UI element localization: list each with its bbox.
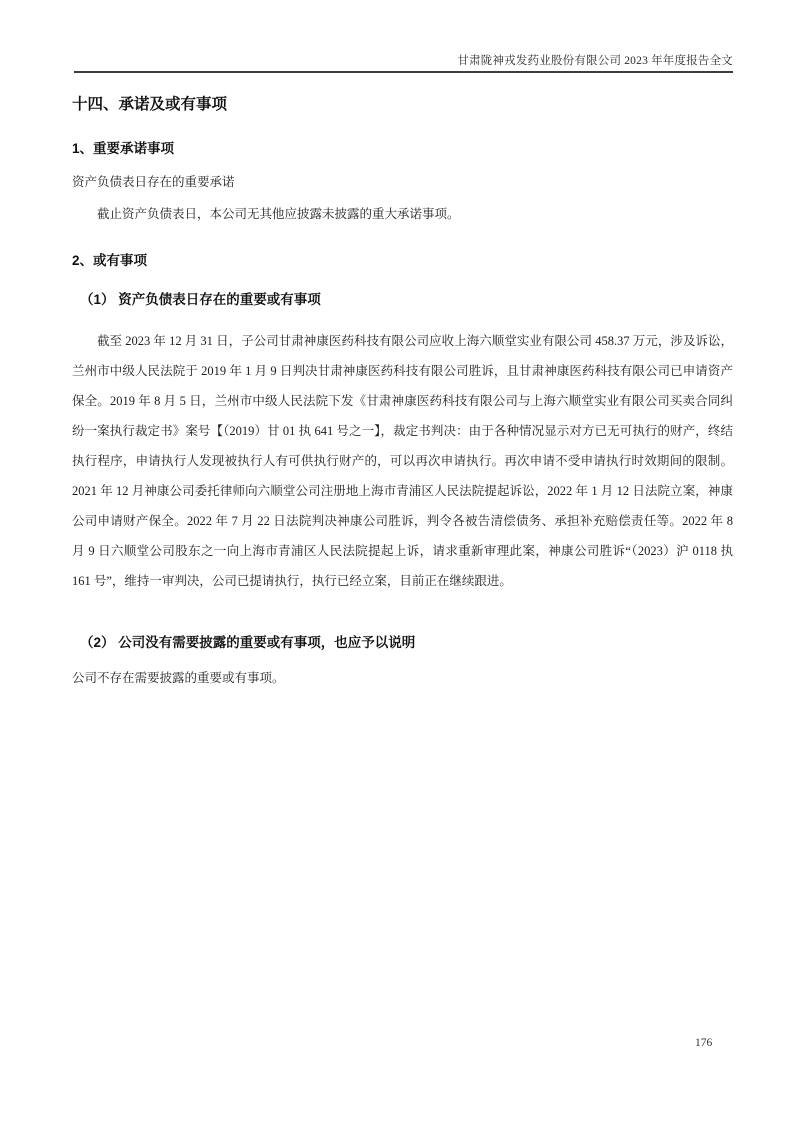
subsection-2-title: （2） 公司没有需要披露的重要或有事项，也应予以说明 <box>80 635 416 650</box>
subsection-1-title: （1） 资产负债表日存在的重要或有事项 <box>80 292 321 307</box>
section-1-title: 1、重要承诺事项 <box>72 141 175 156</box>
chapter-title: 十四、承诺及或有事项 <box>72 96 228 113</box>
commitments-statement: 截止资产负债表日，本公司无其他应披露未披露的重大承诺事项。 <box>97 207 460 221</box>
no-contingency-statement: 公司不存在需要披露的重要或有事项。 <box>72 671 285 685</box>
page-number: 176 <box>695 1037 713 1049</box>
page-header <box>72 52 733 68</box>
litigation-paragraph: 截至 2023 年 12 月 31 日，子公司甘肃神康医药科技有限公司应收上海六顺堂实业有限公司 458.37 万元，涉及诉讼，兰州市中级人民法院于 2019 年 1 月 9 日判决甘肃神康医药科技有限公司胜诉，且甘肃神康医药科技有限公司已申请资产保全。2019 年 8 月 5 日，兰州市中级人民法院下发《甘肃神康医药科技有限公司与上海六顺堂实业有限公司买卖合同纠纷一案执行裁定书》案号【（2019）甘 01 执 641 号之一】，裁定书判决：由于各种情况显示对方已无可执行的财产，终结执行程序，申请执行人发现被执行人有可供执行财产的，可以再次申请执行。再次申请不受申请执行时效期间的限制。2021 年 12 月神康公司委托律师向六顺堂公司注册地上海市青浦区人民法院提起诉讼，2022 年 1 月 12 日法院立案，神康公司申请财产保全。2022 年 7 月 22 日法院判决神康公司胜诉，判令各被告清偿债务、承担补充赔偿责任等。2022 年 8 月 9 日六顺堂公司股东之一向上海市青浦区人民法院提起上诉，请求重新审理此案，神康公司胜诉“（2023）沪 0118 执 161 号”，维持一审判决，公司已提请执行，执行已经立案，目前正在继续跟进。 <box>72 334 733 588</box>
section-2-title: 2、或有事项 <box>72 253 148 268</box>
header-divider <box>74 71 733 73</box>
commitments-intro: 资产负债表日存在的重要承诺 <box>72 175 235 189</box>
header-title: 甘肃陇神戎发药业股份有限公司 2023 年年度报告全文 <box>457 55 733 67</box>
